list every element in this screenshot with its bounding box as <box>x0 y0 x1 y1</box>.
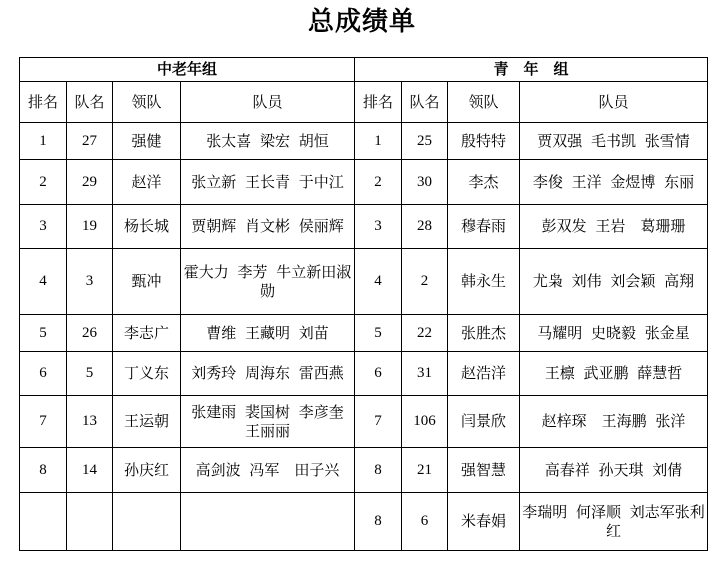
youth-rank-cell: 1 <box>355 123 402 160</box>
page-title: 总成绩单 <box>307 7 416 37</box>
senior-members-cell: 刘秀玲 周海东 雷西燕 <box>181 352 355 396</box>
youth-members-cell: 高春祥 孙天琪 刘倩 <box>520 448 708 493</box>
youth-team-cell: 25 <box>402 123 448 160</box>
table-row <box>20 315 708 352</box>
youth-rank-header: 排名 <box>355 82 402 123</box>
youth-rank-cell: 2 <box>355 160 402 205</box>
group-header-row <box>20 58 708 82</box>
youth-team-cell: 31 <box>402 352 448 396</box>
senior-team-cell: 5 <box>67 352 113 396</box>
senior-team-cell <box>67 493 113 551</box>
senior-members-cell: 霍大力 李芳 牛立新田淑勋 <box>181 249 355 315</box>
youth-leader-cell: 闫景欣 <box>448 396 520 448</box>
senior-members-cell <box>181 493 355 551</box>
youth-leader-header: 领队 <box>448 82 520 123</box>
senior-rank-cell: 2 <box>20 160 67 205</box>
youth-members-cell: 李瑞明 何泽顺 刘志军张利红 <box>520 493 708 551</box>
senior-team-cell: 26 <box>67 315 113 352</box>
senior-members-cell: 曹维 王藏明 刘苗 <box>181 315 355 352</box>
youth-leader-cell: 强智慧 <box>448 448 520 493</box>
youth-members-cell: 彭双发 王岩 葛珊珊 <box>520 205 708 249</box>
youth-members-header: 队员 <box>520 82 708 123</box>
senior-members-cell: 张立新 王长青 于中江 <box>181 160 355 205</box>
senior-members-cell: 张太喜 梁宏 胡恒 <box>181 123 355 160</box>
senior-group-header: 中老年组 <box>20 58 355 82</box>
senior-leader-cell: 孙庆红 <box>113 448 181 493</box>
senior-members-cell: 贾朝辉 肖文彬 侯丽辉 <box>181 205 355 249</box>
youth-leader-cell: 穆春雨 <box>448 205 520 249</box>
senior-rank-cell: 1 <box>20 123 67 160</box>
youth-rank-cell: 3 <box>355 205 402 249</box>
youth-rank-cell: 4 <box>355 249 402 315</box>
table-row <box>20 249 708 315</box>
table-row <box>20 493 708 551</box>
senior-leader-cell: 李志广 <box>113 315 181 352</box>
youth-rank-cell: 7 <box>355 396 402 448</box>
senior-members-cell: 张建雨 裴国树 李彦奎 王丽丽 <box>181 396 355 448</box>
column-header-row <box>20 82 708 123</box>
youth-leader-cell: 赵浩洋 <box>448 352 520 396</box>
senior-leader-cell: 强健 <box>113 123 181 160</box>
senior-rank-header: 排名 <box>20 82 67 123</box>
youth-leader-cell: 李杰 <box>448 160 520 205</box>
youth-rank-cell: 6 <box>355 352 402 396</box>
youth-team-cell: 30 <box>402 160 448 205</box>
table-row <box>20 205 708 249</box>
youth-team-cell: 2 <box>402 249 448 315</box>
senior-members-header: 队员 <box>181 82 355 123</box>
senior-team-cell: 3 <box>67 249 113 315</box>
youth-leader-cell: 韩永生 <box>448 249 520 315</box>
table-row <box>20 123 708 160</box>
youth-members-cell: 王檩 武亚鹏 薛慧哲 <box>520 352 708 396</box>
youth-members-cell: 赵梓琛 王海鹏 张洋 <box>520 396 708 448</box>
youth-members-cell: 尤枭 刘伟 刘会颖 高翔 <box>520 249 708 315</box>
youth-leader-cell: 米春娟 <box>448 493 520 551</box>
youth-team-cell: 106 <box>402 396 448 448</box>
senior-rank-cell <box>20 493 67 551</box>
senior-leader-cell: 丁义东 <box>113 352 181 396</box>
youth-team-cell: 28 <box>402 205 448 249</box>
senior-members-cell: 高剑波 冯军 田子兴 <box>181 448 355 493</box>
senior-leader-cell: 杨长城 <box>113 205 181 249</box>
table-row <box>20 396 708 448</box>
senior-rank-cell: 6 <box>20 352 67 396</box>
youth-members-cell: 贾双强 毛书凯 张雪情 <box>520 123 708 160</box>
youth-leader-cell: 张胜杰 <box>448 315 520 352</box>
youth-members-cell: 马耀明 史晓毅 张金星 <box>520 315 708 352</box>
senior-rank-cell: 7 <box>20 396 67 448</box>
results-table <box>19 57 708 551</box>
youth-rank-cell: 5 <box>355 315 402 352</box>
senior-leader-cell <box>113 493 181 551</box>
senior-team-cell: 14 <box>67 448 113 493</box>
senior-team-header: 队名 <box>67 82 113 123</box>
senior-team-cell: 19 <box>67 205 113 249</box>
senior-team-cell: 13 <box>67 396 113 448</box>
youth-team-header: 队名 <box>402 82 448 123</box>
senior-rank-cell: 5 <box>20 315 67 352</box>
youth-team-cell: 21 <box>402 448 448 493</box>
senior-leader-cell: 王运朝 <box>113 396 181 448</box>
youth-group-header: 青 年 组 <box>355 58 708 82</box>
youth-team-cell: 22 <box>402 315 448 352</box>
youth-members-cell: 李俊 王洋 金煜博 东丽 <box>520 160 708 205</box>
senior-leader-cell: 甄冲 <box>113 249 181 315</box>
youth-leader-cell: 殷特特 <box>448 123 520 160</box>
youth-team-cell: 6 <box>402 493 448 551</box>
senior-team-cell: 27 <box>67 123 113 160</box>
senior-rank-cell: 3 <box>20 205 67 249</box>
table-row <box>20 448 708 493</box>
senior-rank-cell: 8 <box>20 448 67 493</box>
senior-leader-cell: 赵洋 <box>113 160 181 205</box>
senior-rank-cell: 4 <box>20 249 67 315</box>
youth-rank-cell: 8 <box>355 448 402 493</box>
senior-team-cell: 29 <box>67 160 113 205</box>
youth-rank-cell: 8 <box>355 493 402 551</box>
table-row <box>20 160 708 205</box>
table-row <box>20 352 708 396</box>
senior-leader-header: 领队 <box>113 82 181 123</box>
